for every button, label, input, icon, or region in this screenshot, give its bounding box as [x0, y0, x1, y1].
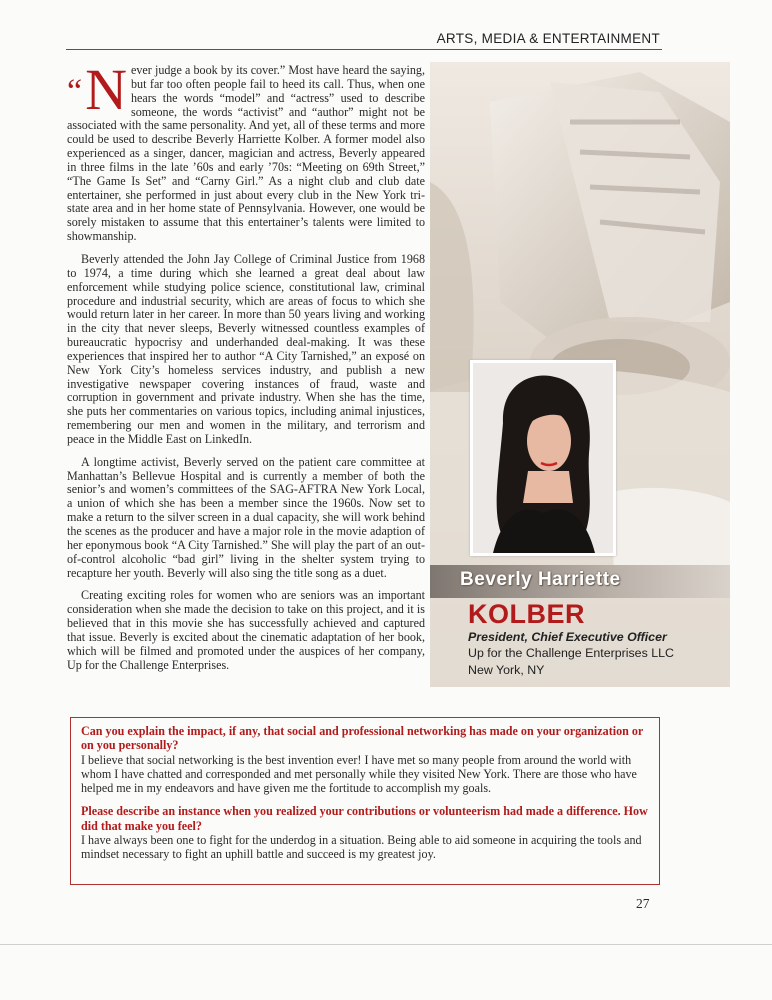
qa-question-1: Can you explain the impact, if any, that social and professional networking has made on your organization or on you personally?: [81, 724, 644, 753]
profile-location: New York, NY: [468, 663, 545, 677]
article-paragraph-4: Creating exciting roles for women who are seniors was an important consideration when she made the decision to take on this project, and it is believed that in this movie she has successfully achieved and captured that issue. Beverly is excited about the cinematic adaptation of her book, which will be filmed and promoted under the auspices of her company, Up for the Challenge Enterprises.: [67, 588, 425, 672]
header-rule: [66, 49, 662, 50]
qa-answer-2: I have always been one to fight for the underdog in a situation. Being able to aid someone in acquiring the tools and mindset necessary to fight an uphill battle and succeed is my greatest joy.: [81, 833, 642, 862]
profile-last-name: KOLBER: [468, 599, 585, 629]
drop-cap: “N: [67, 57, 127, 122]
section-label: ARTS, MEDIA & ENTERTAINMENT: [436, 31, 660, 46]
qa-box: [70, 717, 660, 885]
footer-rule: [0, 944, 772, 945]
profile-photo: [470, 360, 616, 556]
qa-question-2: Please describe an instance when you realized your contributions or volunteerism had made a difference. How did that make you feel?: [81, 804, 648, 833]
article-paragraph-2: Beverly attended the John Jay College of Criminal Justice from 1968 to 1974, a time during which she learned a great deal about law enforcement while studying police science, constitutional law, criminal procedure and industrial security, which are areas of focus to which she would return later in her career. In more than 50 years living and working in the city that never sleeps, Beverly witnessed countless examples of bureaucratic hypocrisy and underhanded deal-making. It was these experiences that inspired her to author “A City Tarnished,” an exposé on New York City’s homeless services industry, and publish a new investigative newspaper covering instances of fraud, waste and corruption in government and private industry. When she has the time, she puts her commentaries on various topics, including animal injustices, remembering our men and women in the military, and terrorism and peace in the Middle East on LinkedIn.: [67, 251, 425, 446]
portrait-illustration: [473, 363, 613, 553]
article-body: [67, 57, 425, 681]
profile-title: President, Chief Executive Officer: [468, 630, 667, 644]
qa-content: [81, 724, 649, 871]
page-number: 27: [636, 896, 650, 911]
article-paragraph-1: “N ever judge a book by its cover.” Most have heard the saying, but far too often people fail to heed its call. Thus, when one hears the words “model” and “actress” used to describe someone, the words “activist” and “author” might not be associated with the same personality. And yet, all of these terms and more could be used to describe Beverly Harriette Kolber. A former model also experienced as a singer, dancer, magician and actress, Beverly appeared in three films in the late ’60s and early ’70s: “Meeting on 69th Street,” “The Game Is Set” and “Carny Girl.” As a night club and club date entertainer, she performed in just about every club in the New York tri-state area and in her home state of Pennsylvania. However, one would be sorely mistaken to assume that this entertainer’s talents were limited to showmanship.: [67, 57, 425, 244]
profile-first-name: Beverly Harriette: [460, 569, 621, 590]
article-paragraph-3: A longtime activist, Beverly served on the patient care committee at Manhattan’s Bellevue Hospital and is currently a member of both the senior’s and women’s committees of the SAG-AFTRA New York Local, a union of which she has been a member since the 1960s. Now set to make a return to the silver screen in a dual capacity, she will work behind the scenes as the producer and have a major role in the movie adaption of her eponymous book “A City Tarnished.” She will play the part of an out-of-control alcoholic “bad girl” living in the shelter system trying to recapture her youth. Beverly will also sing the title song as a duet.: [67, 454, 425, 580]
qa-answer-1: I believe that social networking is the best invention ever! I have met so many people from around the world with whom I have chatted and corresponded and met personally while they visited New York. There are those who have helped me in my endeavors and have given me the fortitude to accomplish my goals.: [81, 752, 637, 796]
profile-company: Up for the Challenge Enterprises LLC: [468, 646, 674, 660]
